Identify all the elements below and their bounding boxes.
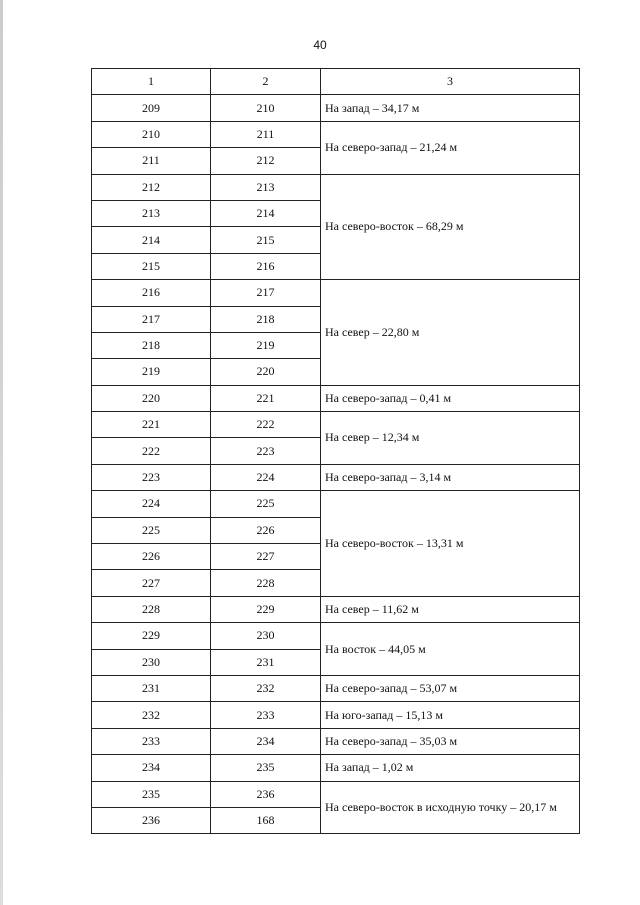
point-to-cell: 224 [211,464,321,490]
table-row [92,596,580,622]
direction-distance-cell: На северо-запад – 21,24 м [321,121,580,174]
direction-distance-cell: На северо-запад – 0,41 м [321,385,580,411]
table-row [92,702,580,728]
point-from-cell: 219 [92,359,211,385]
point-to-cell: 234 [211,728,321,754]
direction-distance-cell: На север – 11,62 м [321,596,580,622]
table-row [92,491,580,517]
direction-distance-cell: На северо-восток в исходную точку – 20,17 м [321,781,580,834]
point-to-cell: 225 [211,491,321,517]
point-to-cell: 231 [211,649,321,675]
point-to-cell: 226 [211,517,321,543]
point-from-cell: 234 [92,755,211,781]
table-row [92,755,580,781]
point-to-cell: 235 [211,755,321,781]
point-from-cell: 213 [92,200,211,226]
point-from-cell: 224 [92,491,211,517]
direction-distance-cell: На северо-запад – 3,14 м [321,464,580,490]
table-row [92,280,580,306]
header-col-3: 3 [321,69,580,95]
table-row [92,464,580,490]
point-from-cell: 211 [92,148,211,174]
direction-distance-cell: На северо-запад – 35,03 м [321,728,580,754]
table-row [92,623,580,649]
point-from-cell: 227 [92,570,211,596]
point-from-cell: 212 [92,174,211,200]
table-row [92,675,580,701]
point-from-cell: 215 [92,253,211,279]
point-to-cell: 227 [211,544,321,570]
direction-distance-cell: На север – 12,34 м [321,412,580,465]
table-row [92,121,580,147]
point-from-cell: 235 [92,781,211,807]
point-to-cell: 216 [211,253,321,279]
point-from-cell: 214 [92,227,211,253]
point-from-cell: 225 [92,517,211,543]
point-to-cell: 230 [211,623,321,649]
point-from-cell: 222 [92,438,211,464]
point-to-cell: 212 [211,148,321,174]
point-from-cell: 217 [92,306,211,332]
point-from-cell: 233 [92,728,211,754]
direction-distance-cell: На запад – 34,17 м [321,95,580,121]
point-to-cell: 210 [211,95,321,121]
point-from-cell: 229 [92,623,211,649]
point-to-cell: 219 [211,332,321,358]
point-to-cell: 215 [211,227,321,253]
table-row [92,781,580,807]
table-row [92,174,580,200]
point-to-cell: 236 [211,781,321,807]
table-body [92,95,580,834]
direction-distance-cell: На запад – 1,02 м [321,755,580,781]
point-to-cell: 220 [211,359,321,385]
direction-distance-cell: На северо-восток – 68,29 м [321,174,580,280]
page-number: 40 [313,38,327,52]
point-to-cell: 233 [211,702,321,728]
point-to-cell: 213 [211,174,321,200]
point-to-cell: 221 [211,385,321,411]
point-to-cell: 168 [211,807,321,833]
point-from-cell: 231 [92,675,211,701]
point-to-cell: 218 [211,306,321,332]
point-from-cell: 216 [92,280,211,306]
point-from-cell: 209 [92,95,211,121]
point-from-cell: 228 [92,596,211,622]
direction-distance-cell: На север – 22,80 м [321,280,580,386]
table-row [92,412,580,438]
direction-distance-cell: На юго-запад – 15,13 м [321,702,580,728]
direction-distance-cell: На восток – 44,05 м [321,623,580,676]
table-row [92,728,580,754]
point-from-cell: 210 [92,121,211,147]
point-to-cell: 223 [211,438,321,464]
table-row [92,385,580,411]
point-to-cell: 232 [211,675,321,701]
point-from-cell: 218 [92,332,211,358]
boundary-table [91,68,580,834]
table-row [92,95,580,121]
point-from-cell: 230 [92,649,211,675]
point-from-cell: 236 [92,807,211,833]
point-to-cell: 217 [211,280,321,306]
point-to-cell: 229 [211,596,321,622]
point-from-cell: 226 [92,544,211,570]
header-col-2: 2 [211,69,321,95]
header-col-1: 1 [92,69,211,95]
point-to-cell: 214 [211,200,321,226]
point-from-cell: 223 [92,464,211,490]
direction-distance-cell: На северо-восток – 13,31 м [321,491,580,597]
point-from-cell: 232 [92,702,211,728]
point-to-cell: 228 [211,570,321,596]
point-from-cell: 221 [92,412,211,438]
direction-distance-cell: На северо-запад – 53,07 м [321,675,580,701]
header-row [92,69,580,95]
point-to-cell: 211 [211,121,321,147]
point-from-cell: 220 [92,385,211,411]
point-to-cell: 222 [211,412,321,438]
scan-edge [0,0,3,905]
